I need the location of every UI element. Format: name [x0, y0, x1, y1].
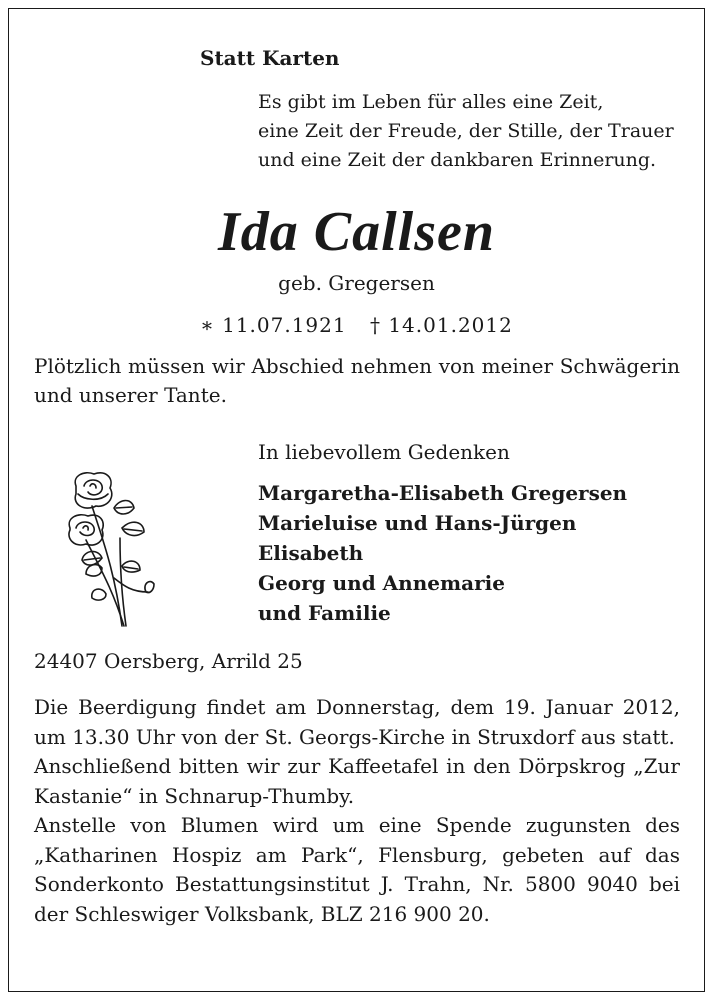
mourner-line: Georg und Annemarie: [258, 571, 505, 595]
announcement-text: Plötzlich müssen wir Abschied nehmen von meiner Schwägerin und unserer Tante.: [34, 354, 680, 407]
death-date: † 14.01.2012: [369, 313, 513, 337]
mourners-list: [258, 478, 627, 628]
funeral-details: [34, 693, 680, 929]
memory-label: In liebevollem Gedenken: [258, 440, 510, 464]
mourner-line: Margaretha-Elisabeth Gregersen: [258, 481, 628, 505]
mourner-line: Elisabeth: [258, 541, 364, 565]
verse: [258, 88, 674, 175]
rose-icon: [62, 468, 157, 628]
mourner-line: Marieluise und Hans-Jürgen: [258, 511, 577, 535]
funeral-paragraph: Die Beerdigung findet am Donnerstag, dem 19. Januar 2012, um 13.30 Uhr von der St. Georgs-Kirche in Struxdorf aus statt.: [34, 695, 680, 749]
funeral-paragraph: Anstelle von Blumen wird um eine Spende zugunsten des „Katharinen Hospiz am Park“, Flensburg, gebeten auf das Sonderkonto Bestattungsinstitut J. Trahn, Nr. 5800 9040 bei der Schleswiger Volksbank, BLZ 216 900 20.: [34, 813, 680, 926]
verse-line: eine Zeit der Freude, der Stille, der Trauer: [258, 120, 674, 142]
verse-line: und eine Zeit der dankbaren Erinnerung.: [258, 149, 657, 171]
deceased-name: Ida Callsen: [217, 201, 496, 263]
funeral-paragraph: Anschließend bitten wir zur Kaffeetafel in den Dörpskrog „Zur Kastanie“ in Schnarup-Thumby.: [34, 754, 680, 808]
address: 24407 Oersberg, Arrild 25: [34, 649, 303, 673]
mourner-line: und Familie: [258, 601, 391, 625]
birth-date: ∗ 11.07.1921: [200, 313, 347, 337]
life-dates: [0, 313, 713, 337]
verse-line: Es gibt im Leben für alles eine Zeit,: [258, 91, 604, 113]
notice-heading: Statt Karten: [200, 46, 340, 70]
birth-name: geb. Gregersen: [278, 271, 435, 295]
